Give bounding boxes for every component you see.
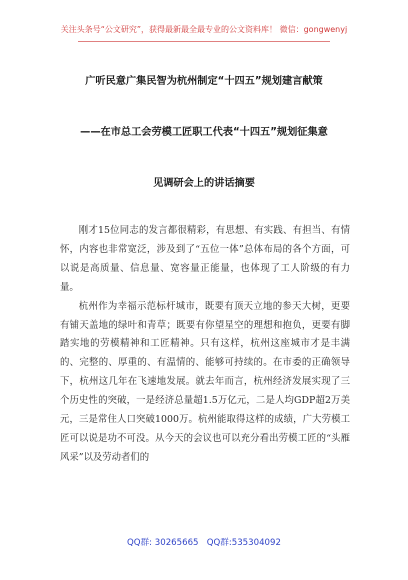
- title-main: 广听民意广集民智为杭州制定“十四五”规划建言献策: [85, 76, 323, 87]
- header-banner: 关注头条号“公文研究”，获得最新最全最专业的公文资料库！ 微信：gongwenyj: [60, 25, 348, 34]
- title-subtitle-line1: ——在市总工会劳模工匠职工代表“十四五”规划征集意: [80, 127, 328, 138]
- paragraph-1: 刚才15位同志的发言都很精彩，有思想、有实践、有担当、有情怀，内容也非常宽泛，涉及到了“五位一体”总体布局的各个方面，可以说是高质量、信息量、宽容量正能量，也体现了工人阶级的有力量。: [60, 225, 350, 293]
- title-subtitle-line2: 见调研会上的讲话摘要: [153, 178, 255, 189]
- paragraph-2: 杭州作为幸福示范标杆城市，既要有顶天立地的参天大树，更要有铺天盖地的绿叶和青草；既要有你望星空的理想和抱负，更要有脚踏实地的劳模精神和工匠精神。只有这样，杭州这座城市才是丰满的、完整的、厚重的、有温情的、能够可持续的。在市委的正确领导下，杭州这几年在飞速地发展。就去年而言，杭州经济发展实现了三个历史性的突破，一是经济总量超1.5万亿元，二是人均GDP超2万美元，三是常住人口突破1000万。杭州能取得这样的成绩，广大劳模工匠可以说是功不可没。从今天的会议也可以充分看出劳模工匠的“头雁风采”以及劳动者们的: [60, 300, 350, 463]
- header-divider: [78, 41, 330, 42]
- body-text: [60, 222, 350, 468]
- footer-qq-groups: QQ群: 30265665 QQ群:535304092: [127, 538, 281, 548]
